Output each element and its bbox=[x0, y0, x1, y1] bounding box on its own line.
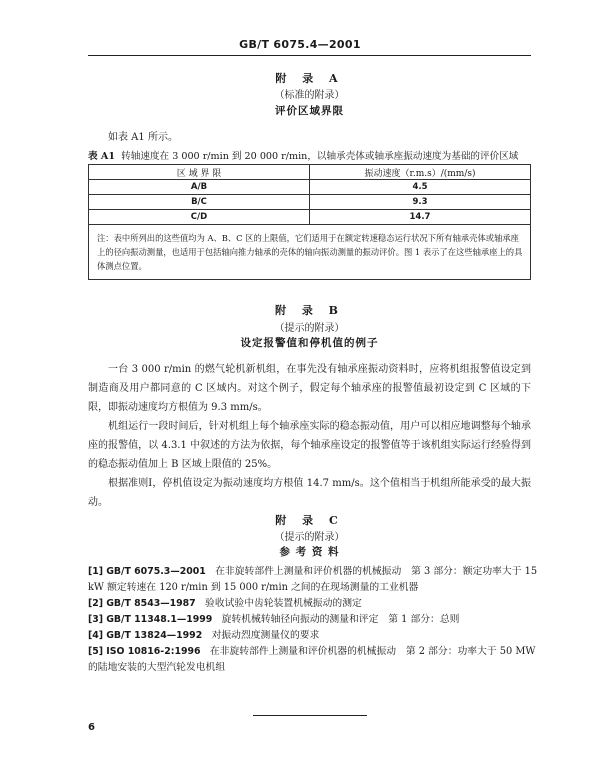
table-a1-caption-text: 转轴速度在 3 000 r/min 到 20 000 r/min，以轴承壳体或轴承座振动速度为基础的评价区域 bbox=[121, 151, 519, 162]
annex-c-type: （提示的附录） bbox=[274, 532, 345, 543]
reference-code: GB/T 13824—1992 bbox=[106, 630, 203, 641]
reference-item bbox=[88, 564, 548, 596]
value-cell: 9.3 bbox=[310, 195, 531, 210]
annex-b-paragraph-1: 一台 3 000 r/min 的燃气轮机新机组，在事先没有轴承座振动资料时，应将机组报警值设定到制造商及用户都同意的 C 区域内。对这个例子，假定每个轴承座的报警值最初设定到 C 区域的下限，即振动速度均方根值为 9.3 mm/s。 bbox=[88, 364, 531, 413]
annex-c-title: 参 考 资 料 bbox=[279, 546, 340, 558]
reference-code: GB/T 6075.3—2001 bbox=[106, 566, 206, 577]
reference-title: 在非旋转部件上测量和评价机器的机械振动 第 2 部分：功率大于 50 MW 的陆地安装的大型汽轮发电机组 bbox=[88, 646, 536, 673]
reference-number: [3] bbox=[88, 614, 104, 625]
annex-b-heading: 附 录 B bbox=[275, 304, 344, 317]
annex-a-intro: 如表 A1 所示。 bbox=[108, 132, 178, 143]
standard-code: GB/T 6075.4—2001 bbox=[239, 38, 361, 51]
reference-number: [4] bbox=[88, 630, 104, 641]
reference-item bbox=[88, 596, 548, 612]
zone-cell: A/B bbox=[89, 180, 310, 195]
reference-code: GB/T 8543—1987 bbox=[106, 598, 196, 609]
value-cell: 14.7 bbox=[310, 210, 531, 225]
reference-number: [5] bbox=[88, 646, 104, 657]
table-row bbox=[89, 195, 531, 210]
page-number: 6 bbox=[88, 722, 95, 733]
table-row bbox=[89, 210, 531, 225]
table-note-row bbox=[89, 225, 531, 280]
table-row bbox=[89, 180, 531, 195]
header-rule bbox=[88, 55, 531, 56]
reference-title: 验收试验中齿轮装置机械振动的测定 bbox=[205, 598, 362, 609]
annex-a-title: 评价区域界限 bbox=[275, 105, 344, 117]
reference-title: 旋转机械转轴径向振动的测量和评定 第 1 部分：总则 bbox=[221, 614, 460, 625]
zone-cell: C/D bbox=[89, 210, 310, 225]
zone-cell: B/C bbox=[89, 195, 310, 210]
reference-title: 在非旋转部件上测量和评价机器的机械振动 第 3 部分：额定功率大于 15 kW 额定转速在 120 r/min 到 15 000 r/min 之间的在现场测量的工业机器 bbox=[88, 566, 538, 593]
table-a1-caption bbox=[88, 148, 548, 162]
annex-b-paragraph-3: 根据准则Ⅰ，停机值设定为振动速度均方根值 14.7 mm/s。这个值相当于机组所能承受的最大振动。 bbox=[88, 478, 531, 508]
reference-code: GB/T 11348.1—1999 bbox=[106, 614, 213, 625]
end-rule bbox=[253, 715, 367, 716]
reference-number: [2] bbox=[88, 598, 104, 609]
annex-b-paragraph-2: 机组运行一段时间后，针对机组上每个轴承座实际的稳态振动值，用户可以相应地调整每个轴承座的报警值，以 4.3.1 中叙述的方法为依据，每个轴承座设定的报警值等于该机组实际运行经验得到的稳态振动值加上 B 区域上限值的 25%。 bbox=[88, 421, 531, 470]
annex-a-type: （标准的附录） bbox=[274, 90, 345, 101]
reference-title: 对振动烈度测量仪的要求 bbox=[211, 630, 320, 641]
table-a1 bbox=[88, 164, 531, 280]
reference-code: ISO 10816-2:1996 bbox=[106, 646, 201, 657]
reference-item bbox=[88, 612, 548, 628]
reference-item bbox=[88, 628, 548, 644]
table-note: 注：表中所列出的这些值均为 A、B、C 区的上限值，它们适用于在额定转速稳态运行状况下所有轴承壳体或轴承座上的径向振动测量，也适用于包括轴向推力轴承的壳体的轴向振动测量的振动评价。图 1 表示了在这些轴承座上的具体测点位置。 bbox=[89, 225, 531, 280]
annex-c-heading: 附 录 C bbox=[275, 514, 344, 527]
table-a1-label: 表 A1 bbox=[88, 151, 116, 162]
reference-list bbox=[88, 564, 548, 676]
value-cell: 4.5 bbox=[310, 180, 531, 195]
annex-a-heading: 附 录 A bbox=[275, 72, 344, 85]
reference-item bbox=[88, 644, 548, 676]
col-velocity-header: 振动速度（r.m.s）/(mm/s) bbox=[310, 165, 531, 180]
annex-b-type: （提示的附录） bbox=[274, 323, 345, 334]
table-header-row bbox=[89, 165, 531, 180]
annex-b-title: 设定报警值和停机值的例子 bbox=[240, 337, 379, 349]
col-zone-header: 区 域 界 限 bbox=[89, 165, 310, 180]
reference-number: [1] bbox=[88, 566, 104, 577]
